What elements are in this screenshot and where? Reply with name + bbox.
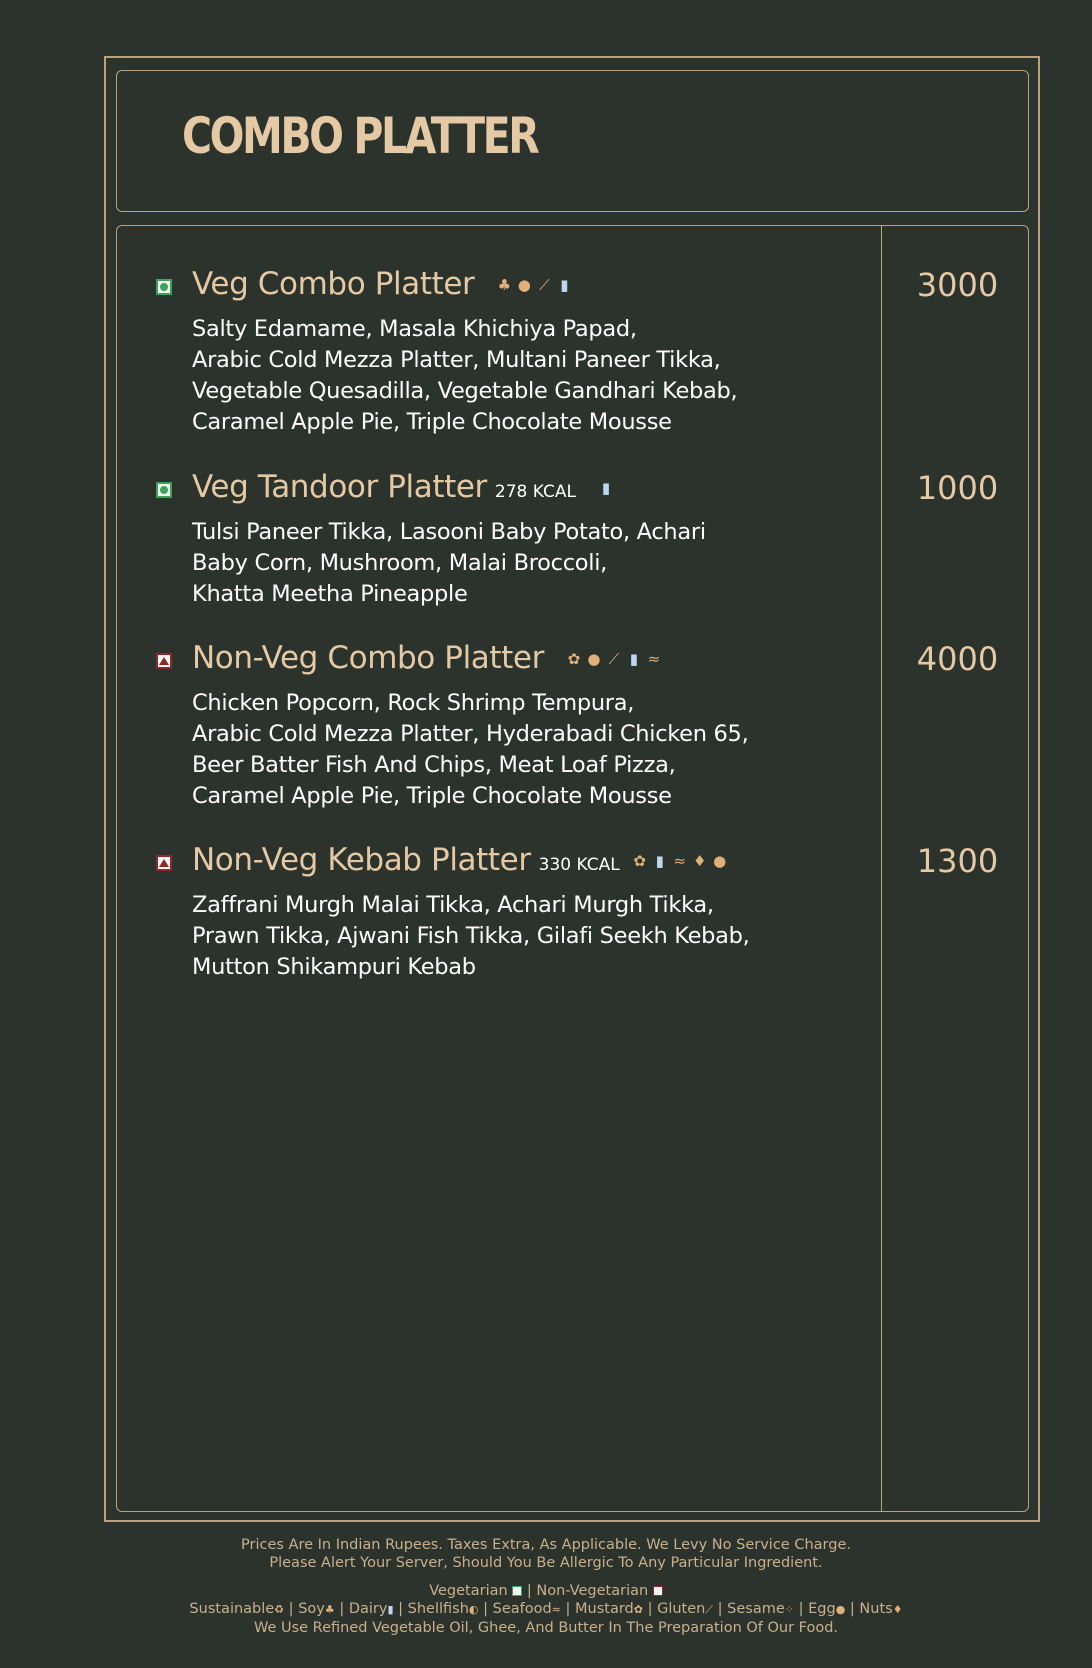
- legend-nuts: Nuts: [859, 1601, 893, 1617]
- legend-egg: Egg: [808, 1601, 836, 1617]
- allergen-icons: [632, 852, 728, 870]
- legend-gluten: Gluten: [657, 1601, 706, 1617]
- nuts-icon: ♦: [692, 852, 707, 870]
- mustard-icon: ✿: [633, 1603, 643, 1616]
- allergen-icons: [598, 479, 614, 497]
- gluten-icon: ⟋: [705, 1603, 714, 1616]
- legend-sustainable: Sustainable: [189, 1601, 275, 1617]
- soy-icon: ♣: [324, 1603, 335, 1616]
- gluten-icon: ⟋: [608, 650, 620, 668]
- item-name: Non-Veg Kebab Platter: [192, 842, 531, 878]
- item-kcal: 278 KCAL: [494, 482, 576, 502]
- item-description: Zaffrani Murgh Malai Tikka, Achari Murgh Tikka, Prawn Tikka, Ajwani Fish Tikka, Gilafi Seekh Kebab, Mutton Shikampuri Kebab: [192, 892, 750, 980]
- item-description: Chicken Popcorn, Rock Shrimp Tempura, Arabic Cold Mezza Platter, Hyderabadi Chicken 65, Beer Batter Fish And Chips, Meat Loaf Pizza, Caramel Apple Pie, Triple Chocolate Mousse: [192, 690, 749, 809]
- seafood-icon: ≈: [551, 1603, 561, 1616]
- non-veg-icon: [156, 855, 172, 871]
- title-panel: [116, 70, 1029, 212]
- non-veg-icon: [156, 653, 172, 669]
- item-price: 1300: [916, 842, 999, 880]
- footer-oil-note: We Use Refined Vegetable Oil, Ghee, And Butter In The Preparation Of Our Food.: [253, 1620, 839, 1636]
- legend-dairy: Dairy: [348, 1601, 388, 1617]
- allergen-icons: [496, 276, 572, 294]
- veg-icon: [156, 279, 172, 295]
- legend-seafood: Seafood: [492, 1601, 552, 1617]
- legend-shellfish: Shellfish: [407, 1601, 469, 1617]
- item-kcal: 330 KCAL: [538, 855, 620, 875]
- footer-allergen-legend: Sustainable♻ | Soy♣ | Dairy▮ | Shellfish◐ | Seafood≈ | Mustard✿ | Gluten⟋ | Sesame⁘ | Egg● | Nuts♦: [189, 1601, 903, 1617]
- nuts-icon: ♦: [892, 1603, 903, 1616]
- legend-non-vegetarian: Non-Vegetarian: [536, 1583, 649, 1599]
- legend-soy: Soy: [298, 1601, 325, 1617]
- legend-sesame: Sesame: [727, 1601, 785, 1617]
- item-price: 4000: [916, 640, 999, 678]
- item-price: 1000: [916, 469, 999, 507]
- item-name: Veg Combo Platter: [192, 266, 475, 302]
- egg-icon: ●: [517, 276, 531, 294]
- sustainable-icon: ♻: [274, 1603, 285, 1616]
- dairy-icon: ▮: [601, 479, 611, 497]
- seafood-icon: ≈: [647, 650, 661, 668]
- mustard-icon: ✿: [567, 650, 581, 668]
- item-description: Salty Edamame, Masala Khichiya Papad, Arabic Cold Mezza Platter, Multani Paneer Tikka, Vegetable Quesadilla, Vegetable Gandhari Kebab, Caramel Apple Pie, Triple Chocolate Mousse: [192, 316, 738, 435]
- soy-icon: ♣: [497, 276, 512, 294]
- footer-allergy-note: Please Alert Your Server, Should You Be Allergic To Any Particular Ingredient.: [269, 1555, 823, 1571]
- dairy-icon: ▮: [629, 650, 639, 668]
- gluten-icon: ⟋: [539, 276, 550, 294]
- menu-footer: [0, 1536, 1092, 1637]
- legend-vegetarian: Vegetarian: [429, 1583, 508, 1599]
- dairy-icon: ▮: [387, 1603, 394, 1616]
- seafood-icon: ≈: [673, 852, 686, 870]
- egg-icon: ●: [835, 1603, 846, 1616]
- item-name: Veg Tandoor Platter: [192, 469, 487, 505]
- egg-icon: ●: [587, 650, 601, 668]
- mustard-icon: ✿: [633, 852, 646, 870]
- footer-prices-note: Prices Are In Indian Rupees. Taxes Extra, As Applicable. We Levy No Service Charge.: [241, 1537, 851, 1553]
- veg-icon: [156, 482, 172, 498]
- item-description: Tulsi Paneer Tikka, Lasooni Baby Potato, Achari Baby Corn, Mushroom, Malai Broccoli, Khatta Meetha Pineapple: [192, 519, 706, 607]
- item-name: Non-Veg Combo Platter: [192, 640, 544, 676]
- legend-mustard: Mustard: [575, 1601, 634, 1617]
- page-title: COMBO PLATTER: [182, 107, 538, 165]
- sesame-icon: ⁘: [784, 1603, 794, 1616]
- allergen-icons: [566, 650, 662, 668]
- menu-panel: [116, 225, 1029, 1512]
- footer-diet-legend: Vegetarian | Non-Vegetarian: [0, 1582, 1092, 1600]
- dairy-icon: ▮: [560, 276, 569, 294]
- non-veg-icon: [653, 1586, 663, 1596]
- dairy-icon: ▮: [655, 852, 664, 870]
- egg-icon: ●: [713, 852, 727, 870]
- price-column-divider: [881, 226, 882, 1511]
- veg-icon: [512, 1586, 522, 1596]
- item-price: 3000: [916, 266, 999, 304]
- shellfish-icon: ◐: [468, 1603, 479, 1616]
